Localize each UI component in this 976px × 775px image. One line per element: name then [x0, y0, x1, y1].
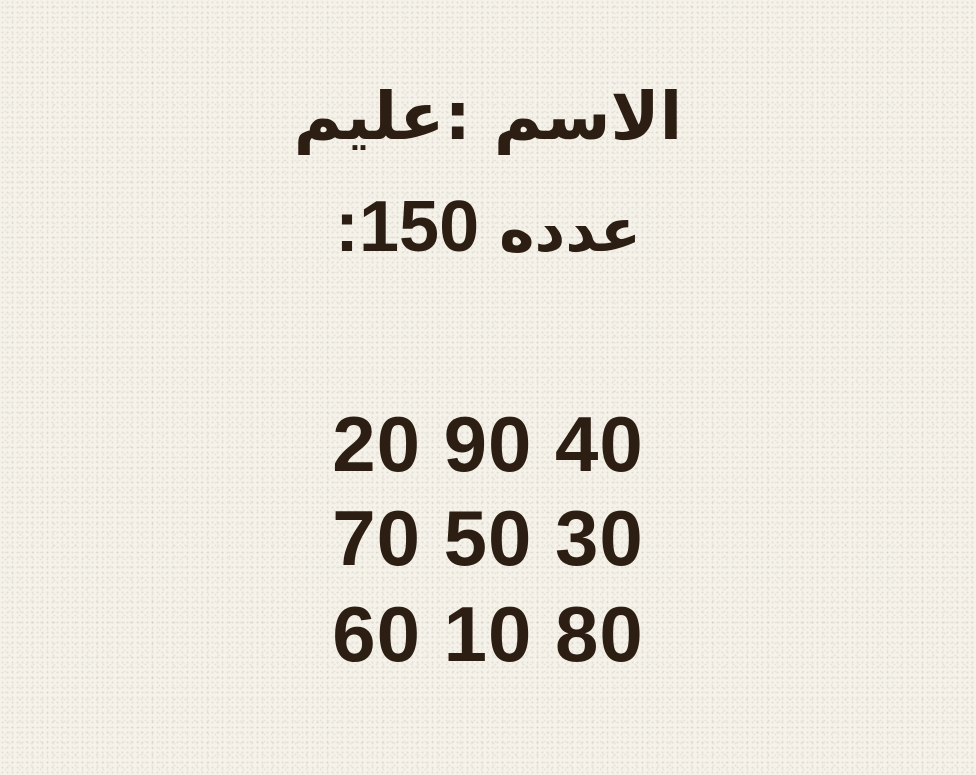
number-row-2: 70 50 30 [332, 494, 644, 582]
count-heading [0, 182, 976, 276]
count-value: :150 [335, 187, 480, 267]
number-row-1: 20 90 40 [332, 400, 644, 488]
number-row-3: 60 10 80 [332, 590, 644, 678]
count-label: عدده [499, 196, 641, 266]
name-heading: الاسم :عليم [293, 78, 683, 155]
